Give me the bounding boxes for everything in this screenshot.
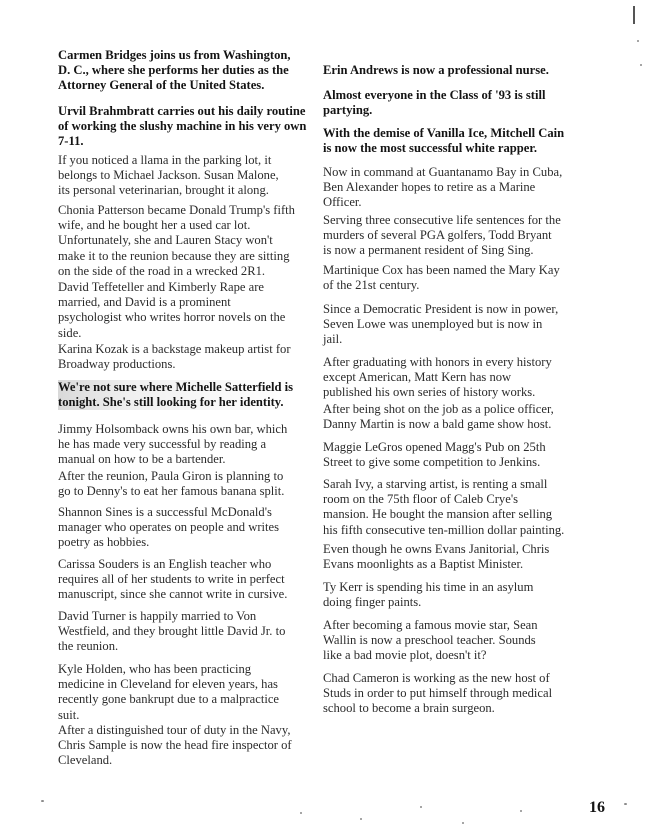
text-line: Ben Alexander hopes to retire as a Marine [323, 180, 536, 195]
right-column-paragraph [323, 402, 554, 432]
text-line: Evans moonlights as a Baptist Minister. [323, 557, 524, 572]
right-column-paragraph [323, 477, 564, 538]
text-line: his fifth consecutive ten-million dollar painting. [323, 522, 565, 537]
text-line: Shannon Sines is a successful McDonald's [58, 505, 272, 519]
text-line: suit. [58, 707, 80, 722]
scan-speck [640, 64, 642, 66]
text-line: Studs in order to put himself through medical [323, 686, 553, 701]
text-line: Serving three consecutive life sentences for the [323, 213, 561, 227]
text-line: Danny Martin is now a bald game show host. [323, 417, 552, 432]
text-line: Since a Democratic President is now in power, [323, 302, 559, 316]
text-line: Almost everyone in the Class of '93 is still [323, 88, 546, 102]
text-line: Even though he owns Evans Janitorial, Chris [323, 542, 550, 556]
text-line: Officer. [323, 195, 362, 210]
right-column-paragraph [323, 213, 561, 259]
text-line: Chad Cameron is working as the new host of [323, 671, 550, 685]
text-line: psychologist who writes horror novels on the [58, 310, 286, 325]
text-line: except American, Matt Kern has now [323, 370, 512, 385]
right-column-paragraph [323, 580, 533, 610]
text-line: D. C., where she performs her duties as the [58, 63, 289, 78]
page-number: 16 [589, 799, 605, 816]
right-column-paragraph [323, 671, 552, 717]
text-line: After graduating with honors in every history [323, 355, 552, 369]
scan-speck [624, 803, 627, 805]
scan-speck [637, 40, 639, 42]
right-column-paragraph [323, 263, 560, 293]
text-line: Seven Lowe was unemployed but is now in [323, 317, 543, 332]
scan-speck [520, 810, 522, 812]
text-line: David Teffeteller and Kimberly Rape are [58, 280, 265, 294]
text-line: Martinique Cox has been named the Mary Kay [323, 263, 560, 277]
text-line: he has made very successful by reading a [58, 437, 267, 452]
text-line: belongs to Michael Jackson. Susan Malone, [58, 168, 279, 183]
text-line: on the side of the road in a wrecked 2R1. [58, 263, 266, 278]
text-line: Broadway productions. [58, 357, 176, 372]
text-line: married, and David is a prominent [58, 295, 231, 310]
text-line: Westfield, and they brought little David Jr. to [58, 624, 286, 639]
text-line: side. [58, 325, 82, 340]
text-line: manager who operates on people and writes [58, 520, 280, 535]
text-line: wife, and he bought her a used car lot. [58, 218, 251, 233]
text-line: David Turner is happily married to Von [58, 609, 257, 623]
right-column-paragraph [323, 618, 538, 664]
text-line: After being shot on the job as a police officer, [323, 402, 554, 416]
text-line: Erin Andrews is now a professional nurse. [323, 63, 549, 77]
text-line: Street to give some competition to Jenkins. [323, 455, 541, 470]
text-line: room on the 75th floor of Caleb Crye's [323, 492, 518, 507]
text-line: Cleveland. [58, 753, 113, 768]
right-column-paragraph [323, 88, 545, 118]
text-line: recently gone bankrupt due to a malpractice [58, 692, 279, 707]
text-line: of working the slushy machine in his very own [58, 119, 307, 134]
text-line: doing finger paints. [323, 595, 422, 610]
scan-speck [462, 822, 464, 824]
text-line: jail. [323, 332, 343, 347]
text-line: its personal veterinarian, brought it along. [58, 183, 269, 198]
text-line: Unfortunately, she and Lauren Stacy won't [58, 233, 273, 248]
scan-speck [420, 806, 422, 808]
text-line: poetry as hobbies. [58, 535, 150, 550]
right-column-paragraph [323, 542, 549, 572]
text-line: After a distinguished tour of duty in the Navy, [58, 723, 291, 737]
text-line: With the demise of Vanilla Ice, Mitchell Cain [323, 126, 565, 140]
text-line: mansion. He bought the mansion after selling [323, 507, 553, 522]
text-line: go to Denny's to eat her famous banana split. [58, 484, 285, 499]
text-line: is now a permanent resident of Sing Sing. [323, 243, 534, 258]
right-column-paragraph [323, 355, 552, 401]
text-line: After becoming a famous movie star, Sean [323, 618, 538, 632]
text-line: murders of several PGA golfers, Todd Bryant [323, 228, 552, 243]
scan-speck [300, 812, 302, 814]
text-line: After the reunion, Paula Giron is planning to [58, 469, 284, 483]
text-line: published his own series of history works. [323, 385, 536, 400]
right-column-paragraph [323, 165, 562, 211]
text-line: Wallin is now a preschool teacher. Sounds [323, 633, 536, 648]
text-line: Sarah Ivy, a starving artist, is renting a small [323, 477, 548, 491]
text-line: Carissa Souders is an English teacher who [58, 557, 272, 571]
text-line: Chonia Patterson became Donald Trump's fifth [58, 203, 295, 217]
scan-speck [360, 818, 362, 820]
text-line: Attorney General of the United States. [58, 78, 265, 93]
text-line: manual on how to be a bartender. [58, 452, 226, 467]
right-column-paragraph [323, 126, 564, 156]
text-line: requires all of her students to write in perfect [58, 572, 285, 587]
text-line: like a bad movie plot, doesn't it? [323, 648, 487, 663]
text-line: manuscript, since she cannot write in cursive. [58, 587, 288, 602]
text-line: make it to the reunion because they are sitting [58, 248, 290, 263]
text-line: Now in command at Guantanamo Bay in Cuba, [323, 165, 563, 179]
text-line: 7-11. [58, 134, 84, 149]
text-line: partying. [323, 103, 373, 118]
text-line: Carmen Bridges joins us from Washington, [58, 48, 291, 62]
text-line: Kyle Holden, who has been practicing [58, 662, 252, 676]
text-line: We're not sure where Michelle Satterfield is [58, 380, 294, 394]
text-line: Ty Kerr is spending his time in an asylum [323, 580, 534, 594]
right-column-paragraph [323, 440, 546, 470]
text-line: tonight. She's still looking for her identity. [58, 395, 284, 410]
text-line: Chris Sample is now the head fire inspector of [58, 738, 292, 753]
text-line: Urvil Brahmbratt carries out his daily routine [58, 104, 306, 118]
right-column-paragraph [323, 63, 549, 78]
text-line: is now the most successful white rapper. [323, 141, 537, 156]
text-line: medicine in Cleveland for eleven years, has [58, 677, 278, 692]
scan-edge-mark [633, 6, 635, 24]
text-line: Jimmy Holsomback owns his own bar, which [58, 422, 288, 436]
text-line: If you noticed a llama in the parking lot, it [58, 153, 272, 167]
text-line: the reunion. [58, 639, 119, 654]
right-column-paragraph [323, 302, 558, 348]
text-line: Maggie LeGros opened Magg's Pub on 25th [323, 440, 546, 454]
text-line: Karina Kozak is a backstage makeup artist for [58, 342, 291, 356]
text-line: of the 21st century. [323, 278, 420, 293]
scan-speck [41, 800, 44, 802]
text-line: school to become a brain surgeon. [323, 701, 495, 716]
